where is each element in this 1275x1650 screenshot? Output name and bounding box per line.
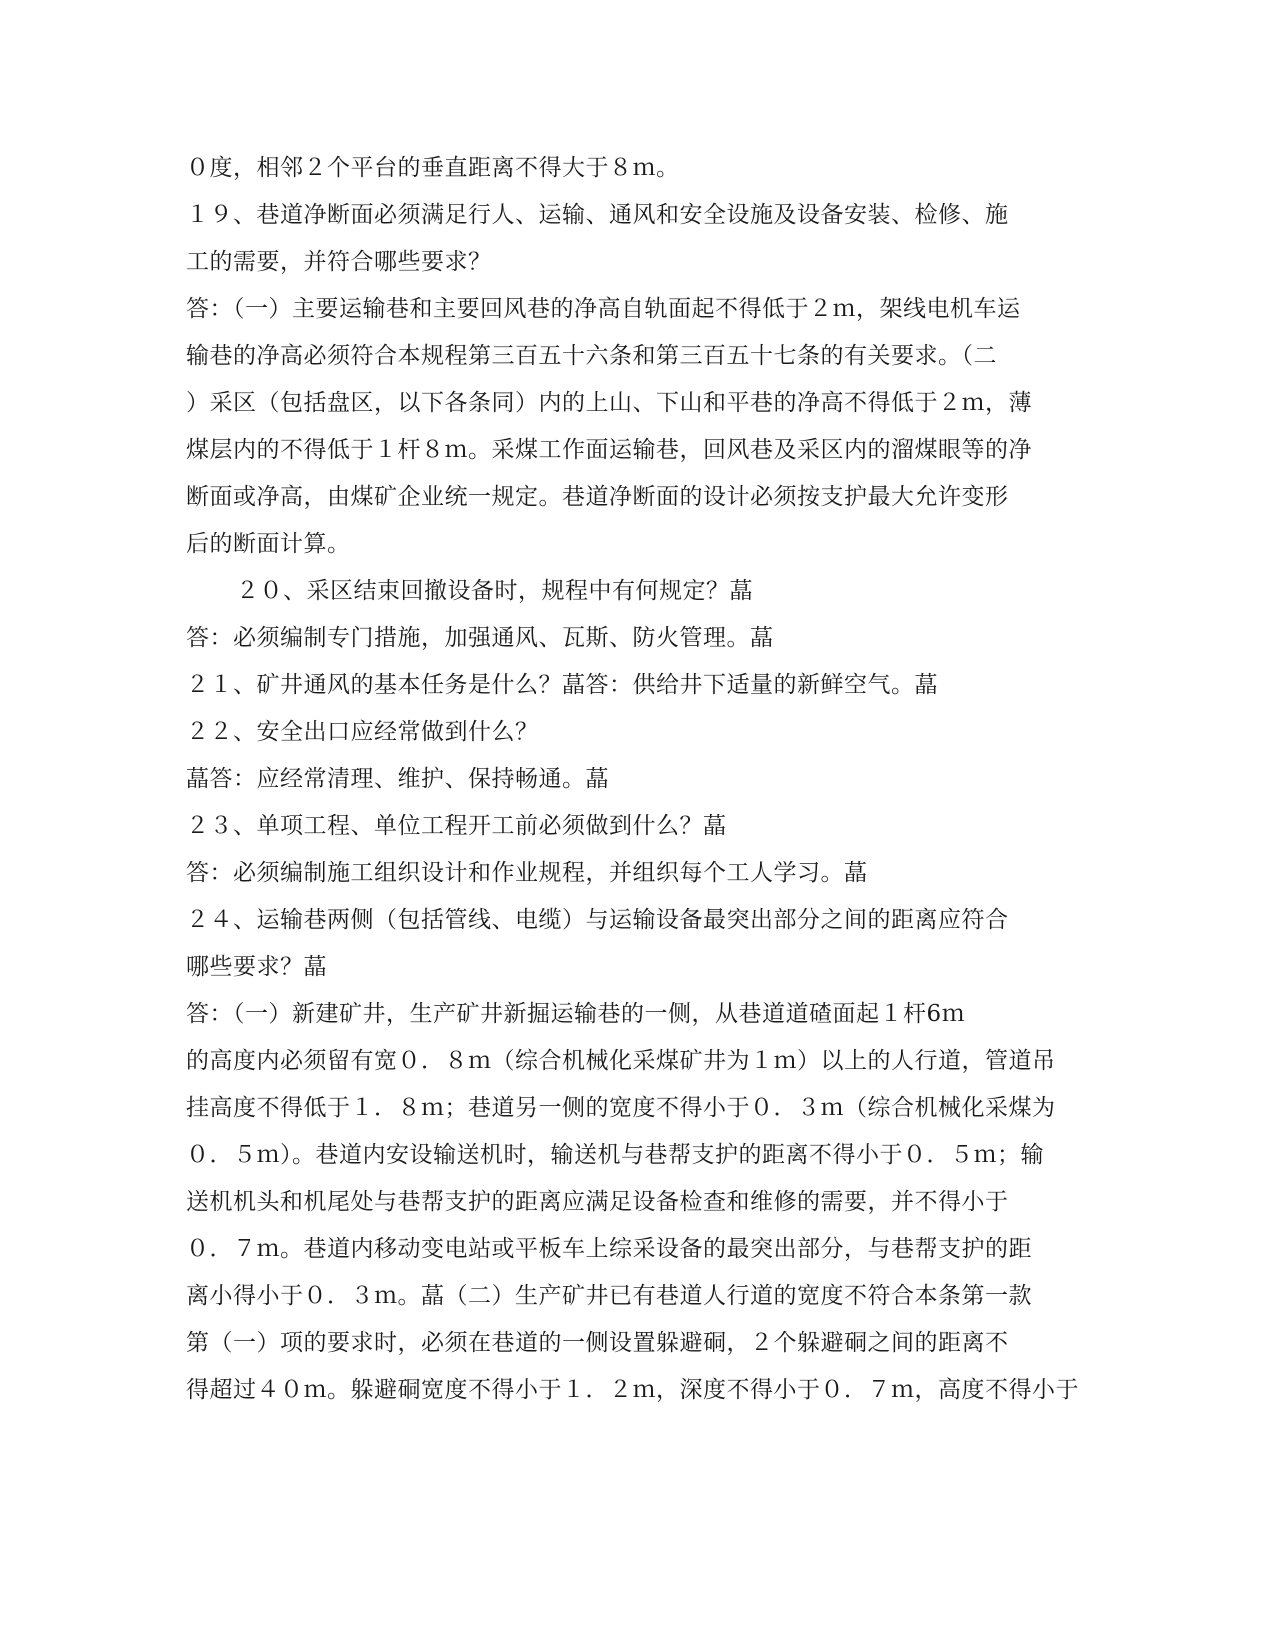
question-20-line: ２０、采区结束回撤设备时，规程中有何规定？蕌 (236, 578, 753, 604)
text-line: ）采区（包括盘区，以下各条同）内的上山、下山和平巷的净高不得低于２ｍ，薄 (186, 390, 1032, 416)
text-line: 哪些要求？蕌 (186, 954, 327, 980)
question-24-line: ２４、运输巷两侧（包括管线、电缆）与运输设备最突出部分之间的距离应符合 (186, 907, 1009, 933)
text-line: 的高度内必须留有宽０．８ｍ（综合机械化采煤矿井为１ｍ）以上的人行道，管道吊 (186, 1048, 1056, 1074)
question-22-line: ２２、安全出口应经常做到什么？ (186, 719, 539, 745)
text-line: ０．７ｍ。巷道内移动变电站或平板车上综采设备的最突出部分，与巷帮支护的距 (186, 1236, 1032, 1262)
text-line: 送机机头和机尾处与巷帮支护的距离应满足设备检查和维修的需要，并不得小于 (186, 1189, 1009, 1215)
answer-19-line: 答：（一）主要运输巷和主要回风巷的净高自轨面起不得低于２ｍ，架线电机车运 (186, 296, 1021, 322)
text-line: 输巷的净高必须符合本规程第三百五十六条和第三百五十七条的有关要求。（二 (186, 343, 997, 369)
text-line: 离小得小于０．３ｍ。蕌（二）生产矿井已有巷道人行道的宽度不符合本条第一款 (186, 1283, 1032, 1309)
answer-24-line: 答：（一）新建矿井，生产矿井新掘运输巷的一侧，从巷道道碴面起１杆6ｍ (186, 1001, 966, 1027)
text-line: 挂高度不得低于１．８ｍ；巷道另一侧的宽度不得小于０．３ｍ（综合机械化采煤为 (186, 1095, 1056, 1121)
text-line: 断面或净高，由煤矿企业统一规定。巷道净断面的设计必须按支护最大允许变形 (186, 484, 1009, 510)
question-19-line: １９、巷道净断面必须满足行人、运输、通风和安全设施及设备安装、检修、施 (186, 202, 1009, 228)
answer-23-line: 答：必须编制施工组织设计和作业规程，并组织每个工人学习。蕌 (186, 860, 868, 886)
text-line: ０．５ｍ）。巷道内安设输送机时，输送机与巷帮支护的距离不得小于０．５ｍ；输 (186, 1142, 1044, 1168)
answer-20-line: 答：必须编制专门措施，加强通风、瓦斯、防火管理。蕌 (186, 625, 774, 651)
document-page (186, 145, 1079, 1414)
answer-22-line: 蕌答：应经常清理、维护、保持畅通。蕌 (186, 766, 609, 792)
text-line: 工的需要，并符合哪些要求？ (186, 249, 492, 275)
text-line: 第（一）项的要求时，必须在巷道的一侧设置躲避硐，２个躲避硐之间的距离不 (186, 1330, 1009, 1356)
text-line: 后的断面计算。 (186, 531, 351, 557)
text-line: 得超过４０ｍ。躲避硐宽度不得小于１．２ｍ，深度不得小于０．７ｍ，高度不得小于 (186, 1377, 1079, 1403)
text-line: 煤层内的不得低于１杆８ｍ。采煤工作面运输巷，回风巷及采区内的溜煤眼等的净 (186, 437, 1032, 463)
text-line: ０度，相邻２个平台的垂直距离不得大于８ｍ。 (186, 155, 680, 181)
question-21-line: ２１、矿井通风的基本任务是什么？蕌答：供给井下适量的新鲜空气。蕌 (186, 672, 938, 698)
question-23-line: ２３、单项工程、单位工程开工前必须做到什么？蕌 (186, 813, 727, 839)
